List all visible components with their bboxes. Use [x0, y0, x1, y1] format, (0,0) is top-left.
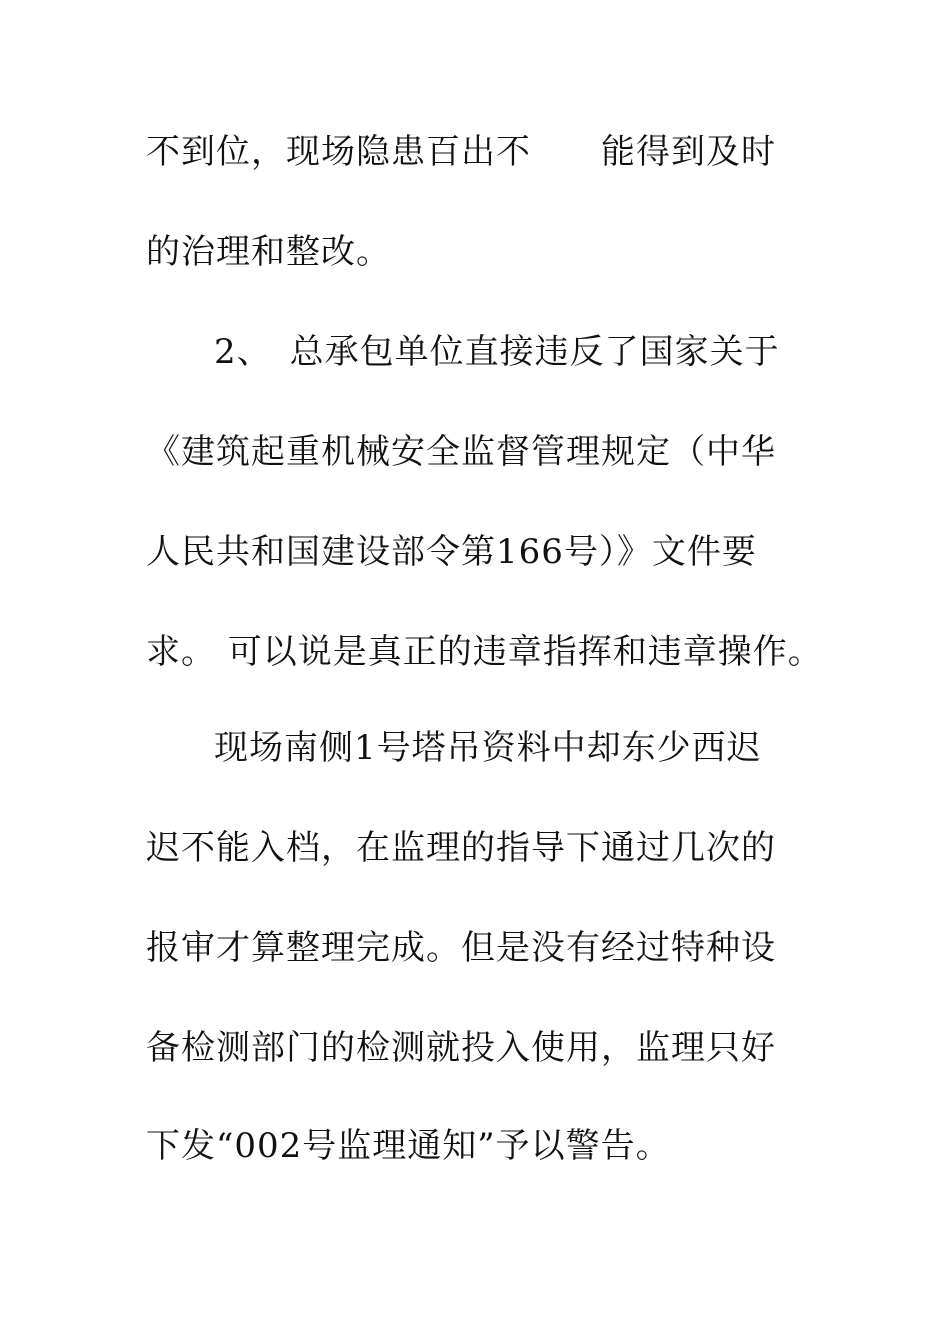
text-line: 现场南侧1号塔吊资料中却东少西迟 — [214, 728, 762, 768]
text-line: 不到位，现场隐患百出不 能得到及时 — [146, 132, 776, 172]
text-line: 求。 可以说是真正的违章指挥和违章操作。 — [146, 632, 823, 672]
text-line: 2、 总承包单位直接违反了国家关于 — [214, 332, 780, 372]
text-line: 迟不能入档，在监理的指导下通过几次的 — [146, 828, 776, 868]
text-line: 《建筑起重机械安全监督管理规定（中华 — [146, 432, 776, 472]
text-line: 备检测部门的检测就投入使用，监理只好 — [146, 1028, 776, 1068]
text-line: 的治理和整改。 — [146, 232, 391, 272]
text-line: 下发“002号监理通知”予以警告。 — [146, 1126, 671, 1166]
text-line: 人民共和国建设部令第166号）》文件要 — [146, 532, 757, 572]
text-line: 报审才算整理完成。但是没有经过特种设 — [146, 928, 776, 968]
